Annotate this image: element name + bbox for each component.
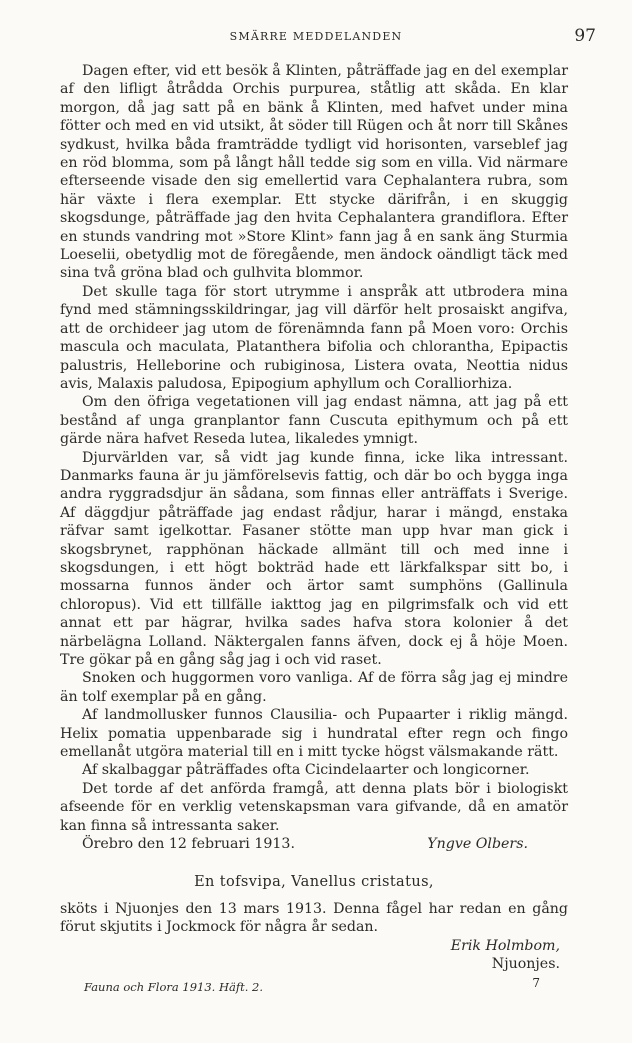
notice-text: sköts i Njuonjes den 13 mars 1913. Denna fågel har redan en gång förut skjutits i Jockmock för några år sedan. (60, 900, 568, 936)
paragraph: Djurvärlden var, så vidt jag kunde finna, icke lika intressant. Danmarks fauna är ju jämförelsevis fattig, och där bo och bygga inga andra ryggradsdjur än sådana, som finnas eller anträffats i Sverige. Af däggdjur påträffade jag endast rådjur, harar i mängd, enstaka räfvar samt igelkottar. Fasaner stötte man upp hvar man gick i skogsbrynet, rapphönan häckade allmänt till och med inne i skogsdungen, i ett högt bokträd hade ett lärkfalkspar sitt bo, i mossarna funnos änder och ärtor samt sumphöns (Gallinula chloropus). Vid ett tillfälle iakttog jag en pilgrimsfalk och vid ett annat ett par hägrar, hvilka sades hafva stora kolonier å det närbelägna Lolland. Näktergalen fanns äfven, dock ej å höje Moen. Tre gökar på en gång såg jag i och vid raset. (60, 449, 568, 668)
paragraph: Det torde af det anförda framgå, att denna plats bör i biologiskt afseende för en verklig vetenskapsman vara gifvande, då en amatör kan finna så intressanta saker. (60, 780, 568, 834)
paragraph: Af landmollusker funnos Clausilia- och Pupaarter i riklig mängd. Helix pomatia uppenbarade sig i hundratal efter regn och fingo emellanåt utgöra material till en i mitt tycke högst välsmakande rätt. (60, 707, 568, 761)
paragraph: Om den öfriga vegetationen vill jag endast nämna, att jag på ett bestånd af unga granplantor fann Cuscuta epithymum och på ett gärde nära hafvet Reseda lutea, likaledes ymnigt. (60, 394, 568, 448)
page-header (0, 24, 632, 44)
signature-author: Yngve Olbers. (427, 836, 528, 853)
signature-place-date: Örebro den 12 februari 1913. (82, 836, 295, 853)
notice-title: En tofsvipa, Vanellus cristatus, (194, 874, 434, 891)
paragraph: Dagen efter, vid ett besök å Klinten, påträffade jag en del exemplar af den lifligt åtrådda Orchis purpurea, ståtlig att skåda. En klar morgon, då jag satt på en bänk å Klinten, med hafvet under mina fötter och med en vid utsikt, åt söder till Rügen och åt norr till Skånes sydkust, hvilka båda framträdde tydligt vid horisonten, varseblef jag en röd blomma, som på långt håll tedde sig som en villa. Vid närmare efterseende visade den sig emellertid vara Cephalantera rubra, som här växte i flera exemplar. Ett stycke därifrån, i en skuggig skogsdunge, påträffade jag den hvita Cephalantera grandiflora. Efter en stunds vandring mot »Store Klint» fann jag å en sank äng Sturmia Loeselii, obetydlig mot de föregående, men ändock oändligt täck med sina två gröna blad och gulhvita blommor. (60, 63, 568, 282)
article-signature (60, 835, 568, 853)
paragraph: Af skalbaggar påträffades ofta Cicindelaarter och longicorner. (82, 762, 530, 779)
page-footer (84, 976, 544, 994)
running-head: SMÄRRE MEDDELANDEN (229, 30, 403, 43)
paragraph: Det skulle taga för stort utrymme i anspråk att utbrodera mina fynd med stämningsskildringar, jag vill därför helt prosaiskt angifva, att de orchideer jag utom de förenämnda fann på Moen voro: Orchis mascula och maculata, Platanthera bifolia och chlorantha, Epipactis palustris, Helleborine och rubiginosa, Listera ovata, Neottia nidus avis, Malaxis paludosa, Epipogium aphyllum och Coralliorhiza. (60, 283, 568, 392)
notice-place: Njuonjes. (491, 956, 560, 973)
page-number: 97 (574, 26, 596, 46)
journal-footer: Fauna och Flora 1913. Häft. 2. (84, 980, 264, 994)
notice-author: Erik Holmbom, (450, 937, 560, 954)
paragraph: Snoken och huggormen voro vanliga. Af de förra såg jag ej mindre än tolf exemplar på en gång. (60, 670, 568, 705)
signature-mark: 7 (532, 976, 540, 990)
article-body (60, 62, 568, 974)
